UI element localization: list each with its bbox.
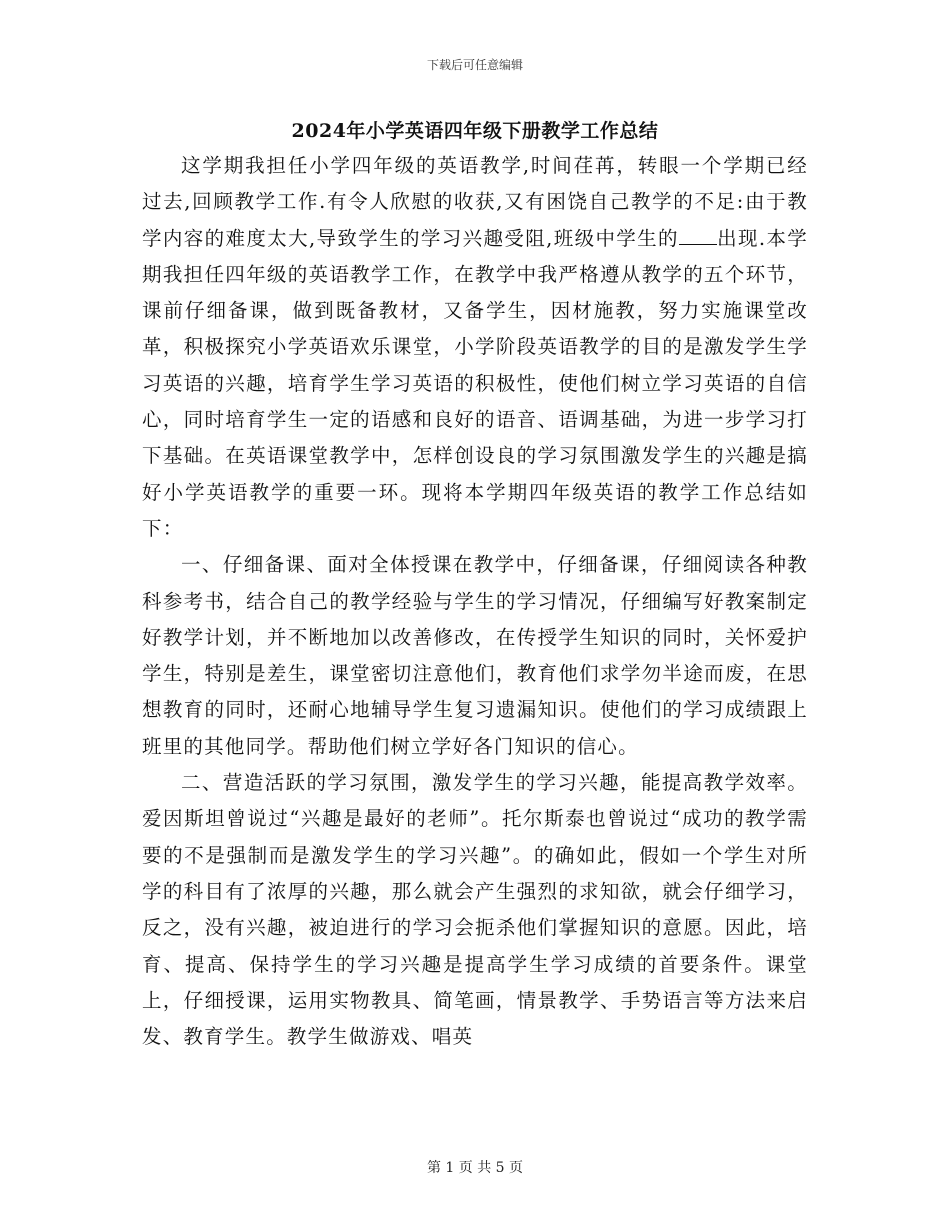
intro-text-part1: 这学期我担任小学四年级的英语教学,时间荏苒，转眼一个学期已经过去,回顾教学工作.有令人欣慰的收获,又有困饶自己教学的不足:由于教学内容的难度太大,导致学生的学习兴趣受阻,班级中学生的: [142, 154, 808, 250]
intro-paragraph: [142, 148, 808, 547]
page-footer: 第 1 页 共 5 页: [426, 1160, 524, 1176]
fill-in-blank: [679, 226, 717, 245]
section-2-paragraph: 二、营造活跃的学习氛围，激发学生的学习兴趣，能提高教学效率。爱因斯坦曾说过“兴趣是最好的老师”。托尔斯泰也曾说过“成功的教学需要的不是强制而是激发学生的学习兴趣”。的确如此，假如一个学生对所学的科目有了浓厚的兴趣，那么就会产生强烈的求知欲，就会仔细学习，反之，没有兴趣，被迫进行的学习会扼杀他们掌握知识的意愿。因此，培育、提高、保持学生的学习兴趣是提高学生学习成绩的首要条件。课堂上，仔细授课，运用实物教具、简笔画，情景教学、手势语言等方法来启发、教育学生。教学生做游戏、唱英: [142, 771, 808, 1049]
page-title: 2024年小学英语四年级下册教学工作总结: [291, 120, 659, 142]
section-1-paragraph: 一、仔细备课、面对全体授课在教学中，仔细备课，仔细阅读各种教科参考书，结合自己的教学经验与学生的学习情况，仔细编写好教案制定好教学计划，并不断地加以改善修改，在传授学生知识的同时，关怀爱护学生，特别是差生，课堂密切注意他们，教育他们求学勿半途而废，在思想教育的同时，还耐心地辅导学生复习遗漏知识。使他们的学习成绩跟上班里的其他同学。帮助他们树立学好各门知识的信心。: [142, 553, 808, 758]
intro-text-part2: 出现.本学期我担任四年级的英语教学工作，在教学中我严格遵从教学的五个环节，课前仔细备课，做到既备教材，又备学生，因材施教，努力实施课堂改革，积极探究小学英语欢乐课堂，小学阶段英语教学的目的是激发学生学习英语的兴趣，培育学生学习英语的积极性，使他们树立学习英语的自信心，同时培育学生一定的语感和良好的语音、语调基础，为进一步学习打下基础。在英语课堂教学中，怎样创设良的学习氛围激发学生的兴趣是搞好小学英语教学的重要一环。现将本学期四年级英语的教学工作总结如下：: [142, 226, 808, 540]
document-body: [142, 148, 808, 1055]
header-note: 下载后可任意编辑: [426, 58, 523, 72]
